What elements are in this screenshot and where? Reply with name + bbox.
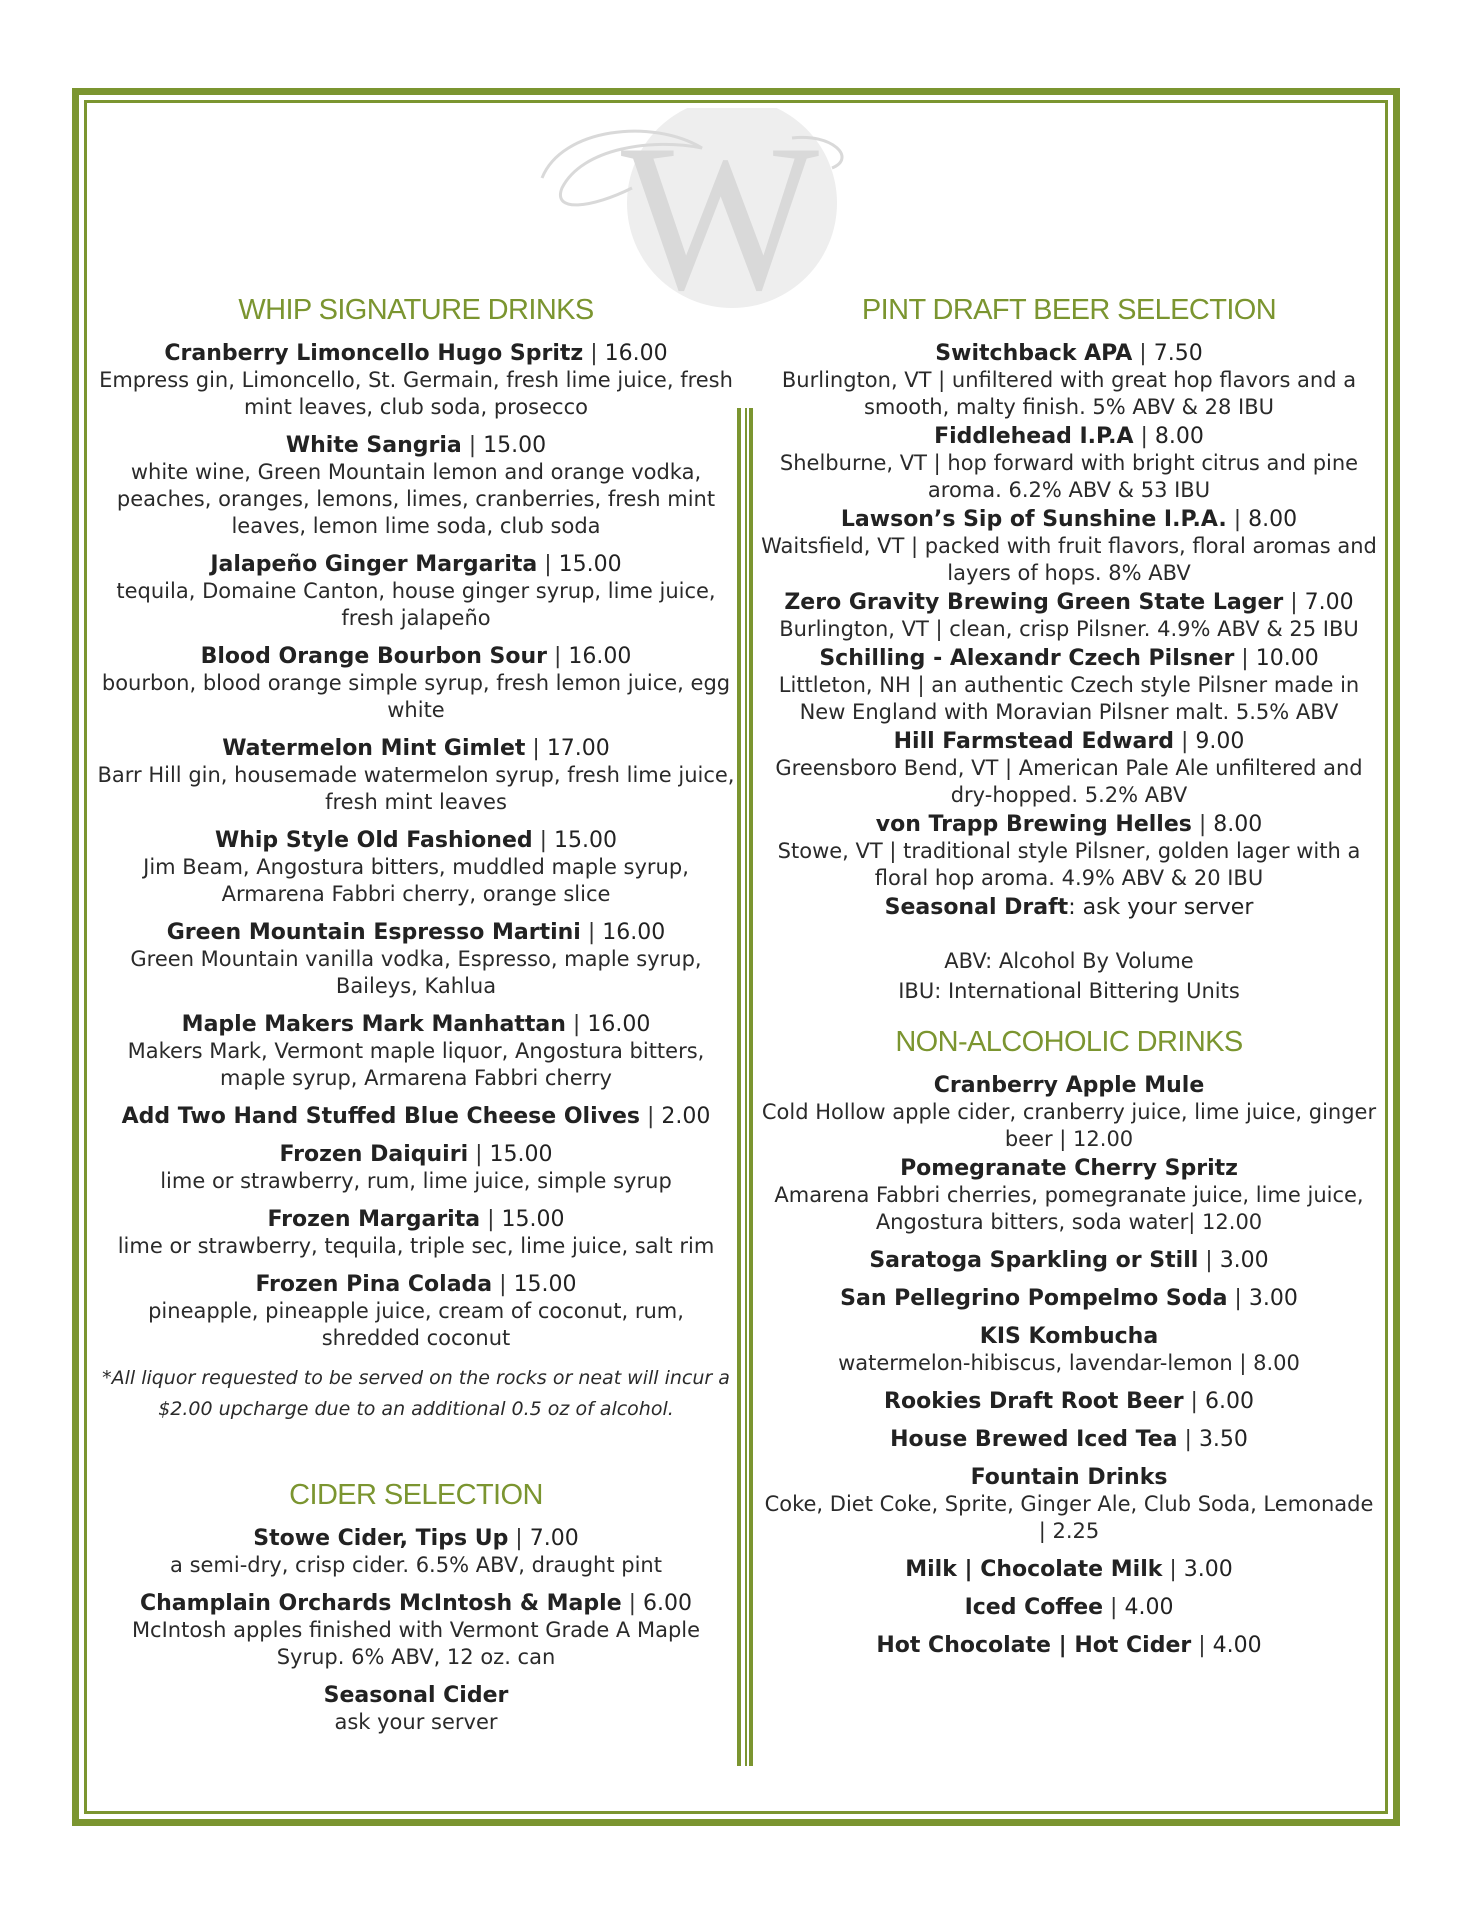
menu-item — [96, 827, 736, 908]
menu-item-heading — [760, 1632, 1378, 1659]
menu-item — [96, 1103, 736, 1130]
menu-item-name: KIS Kombucha — [979, 1324, 1159, 1349]
menu-item-name: Cranberry Apple Mule — [933, 1073, 1205, 1098]
menu-item-price: 15.00 — [558, 552, 622, 577]
price-separator: | — [580, 920, 603, 945]
menu-item-price: 15.00 — [513, 1272, 577, 1297]
menu-item-name: San Pellegrino Pompelmo Soda — [840, 1286, 1228, 1311]
menu-item — [760, 811, 1378, 892]
menu-item-description: bourbon, blood orange simple syrup, fresh lemon juice, egg white — [101, 671, 731, 722]
nonalcoholic-list — [760, 1072, 1378, 1659]
price-separator: | — [537, 552, 559, 577]
price-separator: | — [583, 341, 605, 366]
menu-item-name: Jalapeño Ginger Margarita — [210, 552, 538, 577]
price-separator: | — [1283, 590, 1305, 615]
menu-item — [96, 1271, 736, 1352]
menu-item-heading — [760, 1594, 1378, 1621]
menu-item-price: 15.00 — [501, 1207, 565, 1232]
menu-item-name: White Sangria — [285, 433, 462, 458]
menu-item — [96, 1590, 736, 1671]
cider-section-title: CIDER SELECTION — [289, 1479, 543, 1511]
menu-item-heading — [760, 1388, 1378, 1415]
menu-item — [96, 432, 736, 540]
menu-item-description: Littleton, NH | an authentic Czech style Pilsner made in New England with Moravian Pilsner malt. 5.5% ABV — [778, 673, 1360, 724]
menu-item-name: Seasonal Cider — [323, 1683, 509, 1708]
menu-item — [760, 423, 1378, 504]
menu-item-name: Stowe Cider, Tips Up — [253, 1526, 509, 1551]
menu-item-heading — [96, 1141, 736, 1168]
menu-item-description: Greensboro Bend, VT | American Pale Ale unfiltered and dry-hopped. 5.2% ABV — [775, 756, 1363, 807]
price-separator: | — [1198, 1248, 1220, 1273]
liquor-upcharge-note: *All liquor requested to be served on the rocks or neat will incur a $2.00 upcharge due to an additional 0.5 oz of alcohol. — [102, 1367, 730, 1420]
menu-item-description: Amarena Fabbri cherries, pomegranate juice, lime juice, Angostura bitters, soda water| 12.00 — [774, 1183, 1364, 1234]
menu-item — [96, 551, 736, 632]
menu-item-heading — [96, 340, 736, 367]
menu-item-heading — [96, 1011, 736, 1038]
menu-item-heading — [96, 919, 736, 946]
menu-item-description: Burlington, VT | unfiltered with great hop flavors and a smooth, malty finish. 5% ABV & 28 IBU — [781, 368, 1357, 419]
menu-item-price: 8.00 — [1213, 812, 1263, 837]
logo-letter: W — [620, 108, 820, 308]
menu-item-name: Schilling - Alexandr Czech Pilsner — [819, 646, 1235, 671]
menu-item-heading — [760, 589, 1378, 616]
menu-item-description: Cold Hollow apple cider, cranberry juice, lime juice, ginger beer | 12.00 — [761, 1100, 1377, 1151]
price-separator: | — [1234, 646, 1256, 671]
menu-item-price: 3.00 — [1183, 1557, 1233, 1582]
menu-item-price: 7.00 — [1304, 590, 1354, 615]
menu-item-description: Empress gin, Limoncello, St. Germain, fresh lime juice, fresh mint leaves, club soda, prosecco — [99, 368, 733, 419]
menu-item-description: McIntosh apples finished with Vermont Grade A Maple Syrup. 6% ABV, 12 oz. can — [131, 1618, 701, 1669]
menu-item-name: House Brewed Iced Tea — [890, 1427, 1178, 1452]
menu-item-heading — [96, 1525, 736, 1552]
menu-item-heading — [96, 432, 736, 459]
menu-item — [760, 506, 1378, 587]
price-separator: | — [1174, 729, 1196, 754]
menu-item-price: 17.00 — [546, 736, 610, 761]
menu-item-heading — [96, 551, 736, 578]
menu-item-heading — [760, 728, 1378, 755]
menu-item-name: Hot Chocolate | Hot Cider — [876, 1633, 1192, 1658]
menu-item — [760, 340, 1378, 421]
price-separator: | — [532, 828, 555, 853]
price-separator: | — [565, 1012, 588, 1037]
menu-item-description: Burlington, VT | clean, crisp Pilsner. 4.9% ABV & 25 IBU — [779, 617, 1359, 641]
menu-item-name: Frozen Margarita — [267, 1207, 481, 1232]
menu-item-name: Frozen Daiquiri — [279, 1142, 469, 1167]
menu-item-price: 9.00 — [1195, 729, 1245, 754]
ibu-definition: IBU: International Bittering Units — [898, 979, 1240, 1003]
menu-item-heading — [96, 1103, 736, 1130]
price-separator: | — [547, 644, 569, 669]
menu-item-description: Jim Beam, Angostura bitters, muddled maple syrup, Armarena Fabbri cherry, orange slice — [143, 855, 689, 906]
menu-item — [96, 1525, 736, 1579]
menu-item-heading — [96, 1206, 736, 1233]
price-separator: | — [461, 433, 484, 458]
menu-item-description: Coke, Diet Coke, Sprite, Ginger Ale, Club Soda, Lemonade | 2.25 — [764, 1492, 1374, 1543]
price-separator: | — [1226, 507, 1249, 532]
menu-item-heading — [96, 735, 736, 762]
price-separator: | — [480, 1207, 502, 1232]
menu-item-name: Hill Farmstead Edward — [893, 729, 1174, 754]
menu-item-price: 8.00 — [1248, 507, 1298, 532]
menu-item-description: white wine, Green Mountain lemon and orange vodka, peaches, oranges, lemons, limes, cranberries, fresh mint leaves, lemon lime soda, club soda — [116, 460, 716, 538]
column-divider — [737, 408, 753, 1766]
menu-item-heading — [96, 1590, 736, 1617]
menu-item-price: 8.00 — [1154, 424, 1204, 449]
menu-item — [760, 645, 1378, 726]
menu-item-description: Shelburne, VT | hop forward with bright citrus and pine aroma. 6.2% ABV & 53 IBU — [779, 451, 1359, 502]
menu-item — [96, 1141, 736, 1195]
menu-item-name: Add Two Hand Stuffed Blue Cheese Olives — [121, 1104, 640, 1129]
menu-item-price: 4.00 — [1124, 1595, 1174, 1620]
menu-item-heading — [760, 423, 1378, 450]
menu-item-price: 15.00 — [554, 828, 618, 853]
nonalc-section-title: NON-ALCOHOLIC DRINKS — [895, 1026, 1243, 1058]
menu-item-heading — [760, 506, 1378, 533]
menu-item-heading — [760, 811, 1378, 838]
menu-item-heading — [760, 1323, 1378, 1350]
menu-item — [760, 1323, 1378, 1377]
price-separator: | — [1191, 812, 1214, 837]
menu-item-name: von Trapp Brewing Helles — [875, 812, 1192, 837]
menu-item-name: Frozen Pina Colada — [255, 1272, 493, 1297]
menu-item-price: 2.00 — [661, 1104, 711, 1129]
menu-item — [760, 1594, 1378, 1621]
signature-section-title: WHIP SIGNATURE DRINKS — [238, 294, 594, 326]
menu-item — [760, 1247, 1378, 1274]
menu-item-description: Barr Hill gin, housemade watermelon syrup, fresh lime juice, fresh mint leaves — [97, 763, 735, 814]
price-separator: | — [621, 1591, 644, 1616]
menu-item-price: 3.00 — [1248, 1286, 1298, 1311]
menu-item-price: 6.00 — [1204, 1389, 1254, 1414]
menu-item — [760, 1285, 1378, 1312]
menu-item-price: 3.50 — [1198, 1427, 1248, 1452]
menu-item-name: Saratoga Sparkling or Still — [869, 1248, 1199, 1273]
menu-item — [96, 919, 736, 1000]
menu-item-name: Rookies Draft Root Beer — [884, 1389, 1184, 1414]
menu-item-heading — [760, 1247, 1378, 1274]
menu-item — [760, 1072, 1378, 1153]
price-separator: | — [1103, 1595, 1125, 1620]
menu-item-name: Maple Makers Mark Manhattan — [181, 1012, 566, 1037]
menu-item-description: lime or strawberry, tequila, triple sec, lime juice, salt rim — [117, 1234, 715, 1258]
menu-item — [96, 340, 736, 421]
cider-list — [96, 1525, 736, 1736]
seasonal-draft — [760, 894, 1378, 921]
menu-item — [760, 589, 1378, 643]
menu-item-price: 16.00 — [587, 1012, 651, 1037]
menu-item-price: 7.00 — [529, 1526, 579, 1551]
menu-item-name: Zero Gravity Brewing Green State Lager — [784, 590, 1284, 615]
menu-item-description: ask your server — [334, 1710, 498, 1734]
price-separator: | — [640, 1104, 662, 1129]
beer-section-title: PINT DRAFT BEER SELECTION — [861, 294, 1277, 326]
menu-item-name: Blood Orange Bourbon Sour — [200, 644, 547, 669]
price-separator: | — [1177, 1427, 1199, 1452]
menu-item-description: a semi-dry, crisp cider. 6.5% ABV, draught pint — [170, 1553, 662, 1577]
price-separator: | — [468, 1142, 490, 1167]
seasonal-draft-text: : ask your server — [1068, 895, 1254, 920]
menu-item-name: Cranberry Limoncello Hugo Spritz — [164, 341, 584, 366]
menu-item-name: Fountain Drinks — [970, 1465, 1168, 1490]
menu-item-description: Makers Mark, Vermont maple liquor, Angostura bitters, maple syrup, Armarena Fabbri cherry — [127, 1039, 705, 1090]
menu-item-description: lime or strawberry, rum, lime juice, simple syrup — [160, 1169, 672, 1193]
menu-item-name: Champlain Orchards McIntosh & Maple — [139, 1591, 622, 1616]
menu-item — [96, 1011, 736, 1092]
menu-item — [760, 1155, 1378, 1236]
price-separator: | — [1183, 1389, 1205, 1414]
menu-item — [96, 1682, 736, 1736]
menu-item-price: 3.00 — [1219, 1248, 1269, 1273]
menu-item — [96, 735, 736, 816]
menu-item-heading — [96, 1682, 736, 1709]
menu-item-name: Lawson’s Sip of Sunshine I.P.A. — [840, 507, 1227, 532]
menu-item-heading — [760, 1285, 1378, 1312]
menu-item — [760, 1388, 1378, 1415]
price-separator: | — [1191, 1633, 1213, 1658]
price-separator: | — [525, 736, 547, 761]
menu-item-heading — [760, 1464, 1378, 1491]
menu-item-description: watermelon-hibiscus, lavendar-lemon | 8.00 — [838, 1351, 1300, 1375]
menu-item-heading — [760, 340, 1378, 367]
price-separator: | — [1227, 1286, 1249, 1311]
menu-item-heading — [96, 643, 736, 670]
menu-item-heading — [760, 1072, 1378, 1099]
menu-item-price: 15.00 — [489, 1142, 553, 1167]
menu-item-heading — [760, 1556, 1378, 1583]
menu-item — [96, 643, 736, 724]
monogram-w-logo — [532, 108, 872, 308]
menu-item — [760, 1556, 1378, 1583]
menu-item-heading — [96, 827, 736, 854]
menu-item-name: Fiddlehead I.P.A — [934, 424, 1134, 449]
menu-item-price: 16.00 — [604, 341, 668, 366]
seasonal-draft-name: Seasonal Draft — [884, 895, 1069, 920]
menu-item — [96, 1206, 736, 1260]
menu-item-price: 10.00 — [1255, 646, 1319, 671]
price-separator: | — [492, 1272, 514, 1297]
menu-item-price: 16.00 — [568, 644, 632, 669]
menu-item-description: tequila, Domaine Canton, house ginger syrup, lime juice, fresh jalapeño — [116, 579, 716, 630]
left-column — [96, 292, 736, 1747]
menu-item-description: Green Mountain vanilla vodka, Espresso, maple syrup, Baileys, Kahlua — [130, 947, 702, 998]
abv-definition: ABV: Alcohol By Volume — [944, 949, 1194, 973]
signature-drinks-list — [96, 340, 736, 1352]
menu-item-heading — [760, 1426, 1378, 1453]
menu-item-heading — [760, 1155, 1378, 1182]
menu-item — [760, 728, 1378, 809]
menu-item-price: 7.50 — [1153, 341, 1203, 366]
menu-item-name: Watermelon Mint Gimlet — [222, 736, 526, 761]
menu-item-name: Pomegranate Cherry Spritz — [900, 1156, 1238, 1181]
menu-item — [760, 1632, 1378, 1659]
menu-item-description: pineapple, pineapple juice, cream of coconut, rum, shredded coconut — [148, 1299, 684, 1350]
menu-item-name: Iced Coffee — [964, 1595, 1104, 1620]
menu-item — [760, 1464, 1378, 1545]
menu-item — [760, 1426, 1378, 1453]
menu-item-price: 15.00 — [483, 433, 547, 458]
menu-item-name: Switchback APA — [935, 341, 1133, 366]
price-separator: | — [1133, 424, 1155, 449]
menu-item-description: Waitsfield, VT | packed with fruit flavors, floral aromas and layers of hops. 8% ABV — [761, 534, 1377, 585]
price-separator: | — [1132, 341, 1154, 366]
menu-item-heading — [760, 645, 1378, 672]
menu-item-price: 6.00 — [643, 1591, 693, 1616]
menu-item-heading — [96, 1271, 736, 1298]
menu-item-name: Green Mountain Espresso Martini — [166, 920, 581, 945]
menu-item-name: Whip Style Old Fashioned — [214, 828, 533, 853]
menu-item-price: 16.00 — [602, 920, 666, 945]
price-separator: | — [1162, 1557, 1184, 1582]
menu-item-description: Stowe, VT | traditional style Pilsner, golden lager with a floral hop aroma. 4.9% ABV & 20 IBU — [777, 839, 1361, 890]
right-column — [760, 292, 1378, 1670]
beer-list — [760, 340, 1378, 892]
price-separator: | — [508, 1526, 530, 1551]
menu-item-price: 4.00 — [1212, 1633, 1262, 1658]
menu-item-name: Milk | Chocolate Milk — [905, 1557, 1163, 1582]
